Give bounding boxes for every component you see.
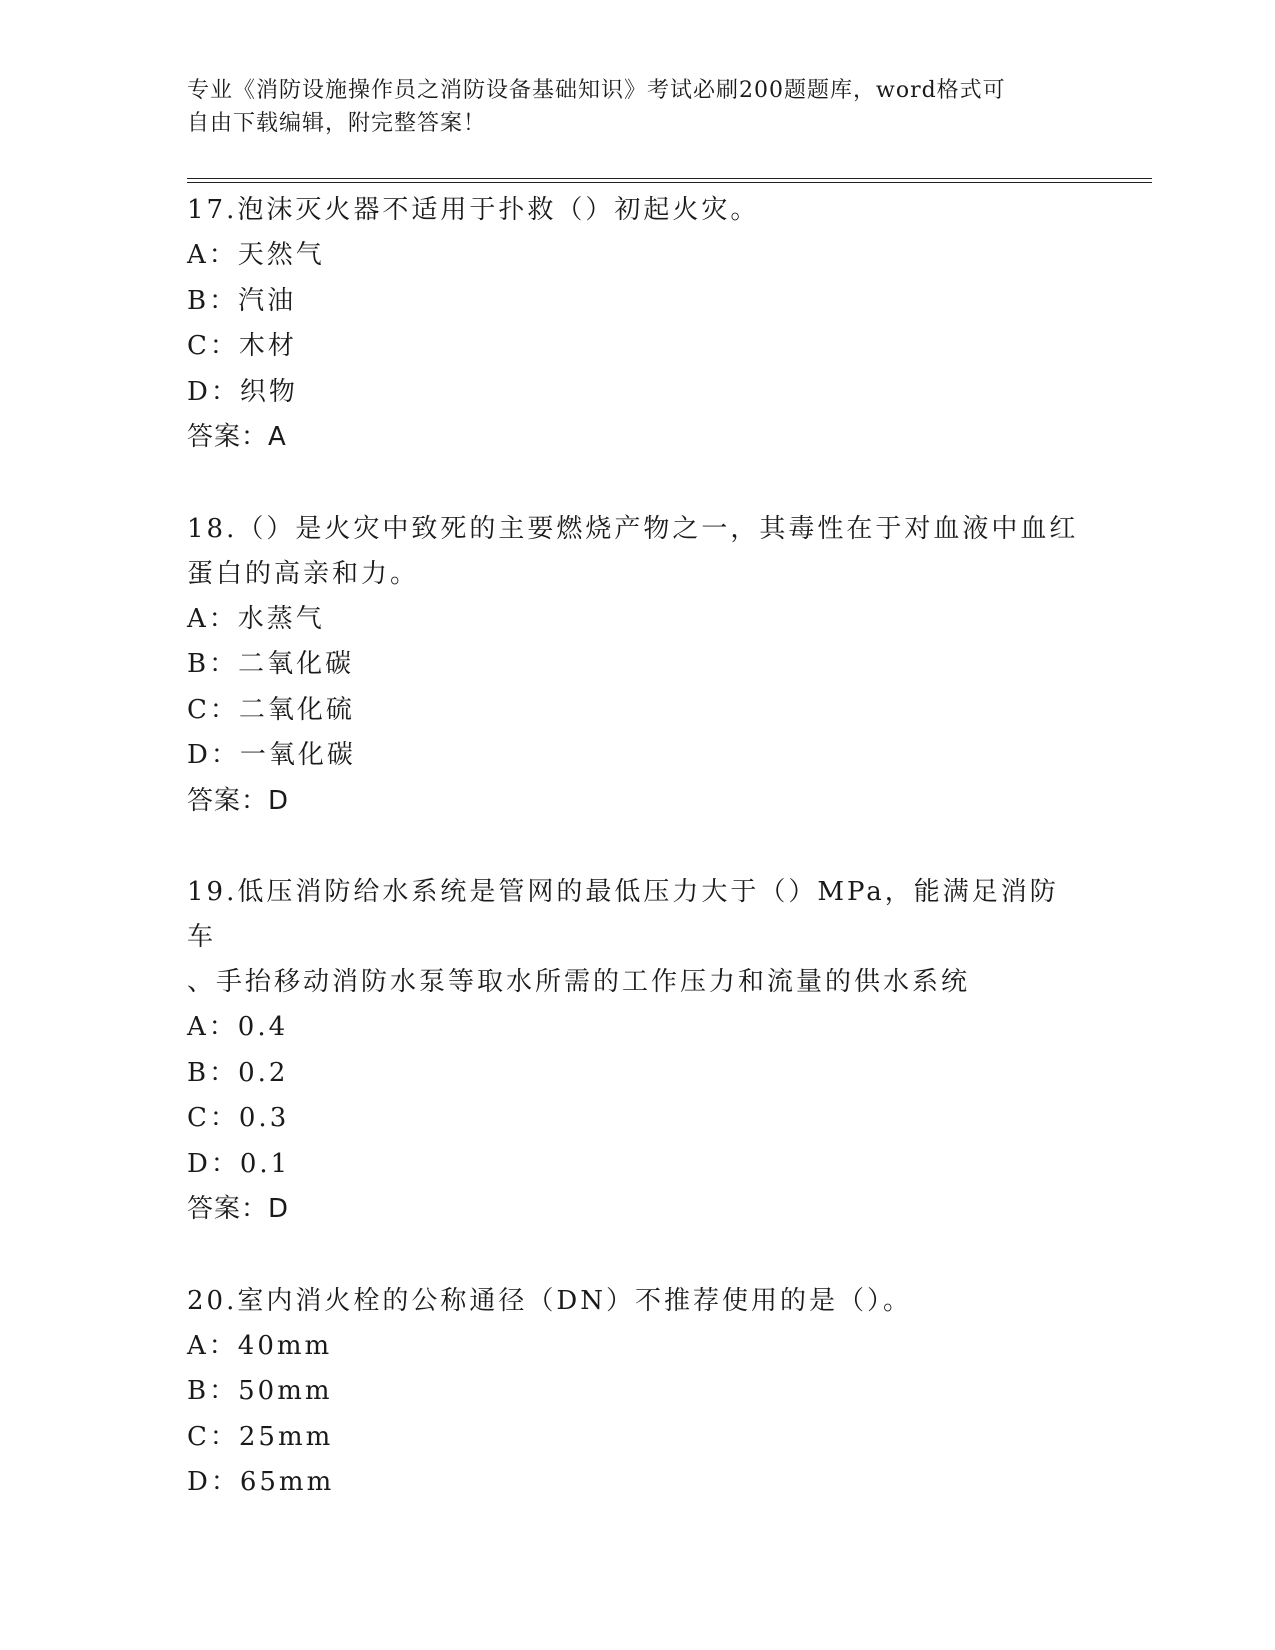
option-d: D：一氧化碳 [187,740,356,770]
option-b: B：50mm [187,1376,333,1406]
option-c: C：木材 [187,331,297,361]
option-d: D：织物 [187,376,298,407]
question-20 [187,1279,1087,1506]
option-d: D：0.1 [187,1148,291,1179]
question-17 [187,188,1087,461]
option-a: A：0.4 [187,1012,289,1042]
question-text-line-1: 18.（）是火灾中致死的主要燃烧产物之一，其毒性在于对血液中血红 [187,513,1079,544]
option-a: A：水蒸气 [187,603,325,634]
option-a: A：天然气 [187,240,325,270]
option-b: B：汽油 [187,285,297,316]
question-19 [187,870,1087,1233]
question-text-line-2: 、手抬移动消防水泵等取水所需的工作压力和流量的供水系统 [187,967,971,997]
option-d: D：65mm [187,1467,335,1497]
question-list [187,188,1087,1552]
answer: 答案：D [187,1194,290,1224]
question-text-line-1: 19.低压消防给水系统是管网的最低压力大于（）MPa，能满足消防车 [187,877,1059,952]
option-c: C：二氧化硫 [187,694,355,725]
question-text: 17.泡沫灭火器不适用于扑救（）初起火灾。 [187,195,760,225]
header-divider-top [187,178,1152,179]
option-b: B：二氧化碳 [187,649,355,679]
option-c: C：25mm [187,1421,334,1452]
answer: 答案：A [187,422,287,452]
document-header [187,74,1067,140]
option-a: A：40mm [187,1330,333,1361]
question-text-line-2: 蛋白的高亲和力。 [187,558,420,589]
header-line-1: 专业《消防设施操作员之消防设备基础知识》考试必刷200题题库，word格式可 [187,78,1006,103]
option-b: B：0.2 [187,1057,289,1088]
header-divider-bottom [187,182,1152,183]
question-18 [187,507,1087,825]
header-line-2: 自由下载编辑，附完整答案！ [187,111,487,136]
option-c: C：0.3 [187,1103,290,1133]
question-text: 20.室内消火栓的公称通径（DN）不推荐使用的是（）。 [187,1285,912,1316]
answer: 答案：D [187,785,290,816]
